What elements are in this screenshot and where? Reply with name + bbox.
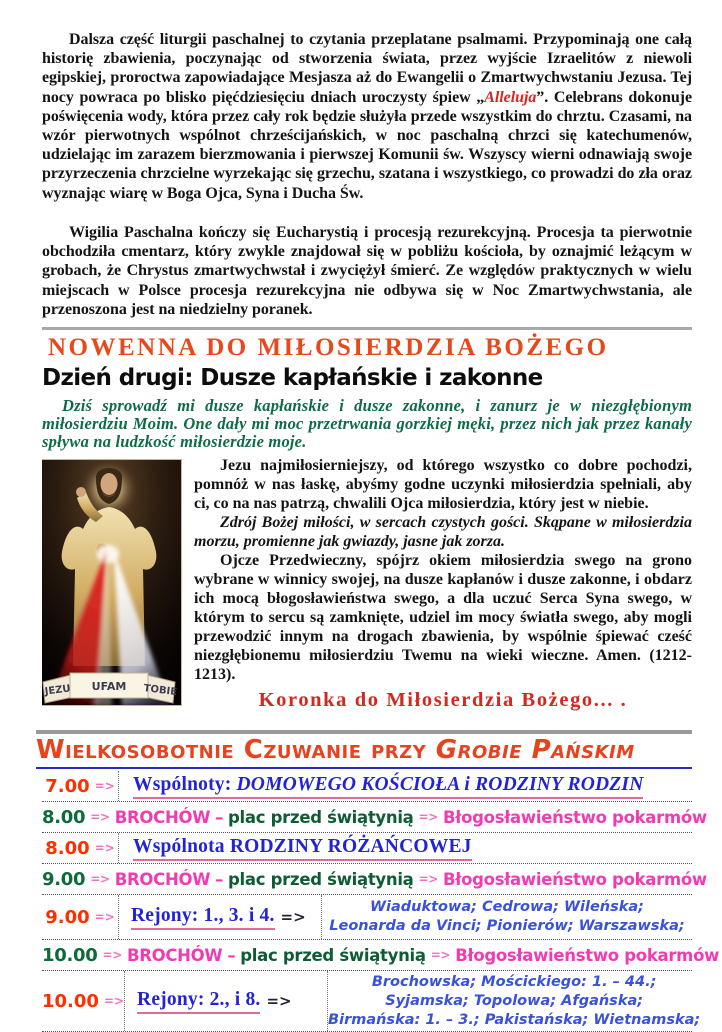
caption-word-tobie: TOBIE xyxy=(143,683,178,699)
mercy-prayer-3: Ojcze Przedwieczny, spójrz okiem miłosierdzia swego na grono wybrane w winnicy swojej, na dusze kapłanów i dusze zakonne, i obdarz ich mocą błogosławieństwa swego, a dla uczuć Serca Syna swego, w którym to sercu są zamknięte, udziel im mocy światła swego, aby mogli przewodzić innym na drogach zbawienia, by wspólnie śpiewać cześć niezgłębionemu miłosierdziu Twemu na wieki wieczne. Amen. (1212-1213). xyxy=(194,552,692,684)
arrow-icon: => xyxy=(90,810,110,825)
time-cell xyxy=(42,895,118,939)
district-link[interactable]: Rejony: 2., i 8. xyxy=(137,989,260,1014)
vigil-banner-main: Wielkosobotnie Czuwanie przy xyxy=(36,735,436,766)
time-cell xyxy=(42,971,124,1031)
face xyxy=(101,473,118,495)
place-label: plac przed świątynią xyxy=(240,945,426,965)
section-divider-2 xyxy=(36,730,692,734)
vigil-banner-title xyxy=(36,737,692,769)
time-label: 9.00 xyxy=(42,868,86,890)
mercy-prayer-2: Zdrój Bożej miłości, w sercach czystych gości. Skąpane w miłosierdzia morzu, promienne jak gwiazdy, jasne jak zorza. xyxy=(194,514,692,551)
arrow-icon: => xyxy=(430,948,451,963)
street-line: Leonarda da Vinci; Pionierów; Warszawska; xyxy=(329,918,685,935)
dash: – xyxy=(227,945,236,965)
scroll-banner xyxy=(43,673,178,703)
rosary-link-name: RODZINY RÓŻAŃCOWEJ xyxy=(229,835,472,857)
entry-cell xyxy=(118,833,692,863)
time-label: 9.00 xyxy=(45,906,90,928)
table-row xyxy=(42,832,692,863)
arrow-icon: => xyxy=(418,810,439,825)
time-label: 7.00 xyxy=(45,775,90,797)
place-label: plac przed świątynią xyxy=(228,807,414,827)
table-row xyxy=(42,801,707,832)
time-label: 8.00 xyxy=(45,837,90,859)
rosary-community-link[interactable] xyxy=(133,836,472,861)
arrow-icon: => xyxy=(94,779,115,794)
blessing-row xyxy=(42,869,707,890)
novena-title: NOWENNA DO MIŁOSIERDZIA BOŻEGO xyxy=(48,334,609,361)
entry-cell xyxy=(118,771,692,801)
street-line: Brochowska; Mościckiego: 1. – 44.; xyxy=(371,973,657,990)
intro-paragraph-1 xyxy=(42,30,692,223)
table-row xyxy=(42,894,692,939)
blessing-row xyxy=(42,945,719,966)
intro-paragraph-1-text: Dalsza część liturgii paschalnej to czytania przeplatane psalmami. Przypominają one całą historię zbawienia, poczynając od stworzenia świata, przez wyjście Izraelitów z niewoli egipskiej, proroctwa zapowiadające Mesjasza aż do Ewangelii o Zmartwychwstaniu Jezusa. Tej nocy powraca po blisko pięćdziesięciu dniach uroczysty śpiew „ xyxy=(42,31,692,106)
dash: – xyxy=(215,869,224,889)
vigil-banner-italic: Grobie Pańskim xyxy=(435,735,635,766)
location-label: BROCHÓW xyxy=(114,869,211,889)
communities-link[interactable] xyxy=(133,774,643,799)
diary-quote: Dziś sprowadź mi dusze kapłańskie i dusze zakonne, i zanurz je w niezgłębionym miłosierdziu Moim. One dały mi moc przetrwania gorzkiej męki, przez nich jak przez kanały spływa na ludzkość miłosierdzie moje. xyxy=(42,397,692,452)
arrow-icon: => xyxy=(418,872,439,887)
time-label: 10.00 xyxy=(42,990,99,1012)
table-row xyxy=(42,939,720,970)
arrow-icon: => xyxy=(94,910,115,925)
time-label: 10.00 xyxy=(42,944,98,966)
vigil-schedule-table xyxy=(42,771,720,1032)
intro-paragraph-2: Wigilia Paschalna kończy się Eucharystią i procesją rezurekcyjną. Procesja ta pierwotnie obchodziła cmentarz, który zwykle znajdował się w pobliżu kościoła, by oznajmić leżącym w grobach, że Chrystus zmartwychwstał i zwyciężył śmierć. Ze względów praktycznych w wielu miejscach w Polsce procesja rezurekcyjna nie odbywa się w Noc Zmartwychwstania, ale przenoszona jest na niedzielny poranek. xyxy=(42,224,692,318)
event-label: Błogosławieństwo pokarmów xyxy=(443,807,707,827)
rosary-link-prefix: Wspólnota xyxy=(133,835,230,857)
time-label: 8.00 xyxy=(42,806,86,828)
table-row xyxy=(42,771,692,801)
arrow-icon: => xyxy=(103,994,125,1009)
arrow-icon: => xyxy=(90,872,110,887)
divine-mercy-image xyxy=(42,459,182,706)
caption-word-jezu: JEZU xyxy=(44,683,72,698)
street-line: Wiaduktowa; Cedrowa; Wileńska; xyxy=(370,899,644,916)
day-heading: Dzień drugi: Dusze kapłańskie i zakonne xyxy=(42,365,543,391)
koronka-heading: Koronka do Miłosierdzia Bożego... . xyxy=(258,689,628,712)
arrow-icon: => xyxy=(102,948,122,963)
place-label: plac przed świątynią xyxy=(228,869,414,889)
street-line: Syjamska; Topolowa; Afgańska; xyxy=(385,992,644,1009)
time-cell xyxy=(42,833,118,863)
time-cell xyxy=(42,771,118,801)
street-line: Birmańska: 1. – 3.; Pakistańska; Wietnamska; xyxy=(328,1011,701,1028)
communities-link-prefix: Wspólnoty: xyxy=(133,773,237,795)
intro-paragraph-1-rest: ”. Celebrans dokonuje poświęcenia wody, która przez cały rok będzie służyła przede wszystkim do chrztu. Czasami, na wzór pierwotnych wspólnot chrześcijańskich, w noc paschalną chrzci się katechumenów, udzielając im zarazem bierzmowania i pierwszej Komunii św. Wszyscy wierni odnawiają swoje przyrzeczenia chrzcielne wyrzekając się grzechu, szatana i wszystkiego, co prowadzi do zła oraz wyznając wiarę w Boga Ojca, Syna i Ducha Św. xyxy=(42,88,692,202)
arrow-icon: => xyxy=(94,841,115,856)
mercy-prayer-1: Jezu najmiłosierniejszy, od którego wszystko co dobre pochodzi, pomnóż w nas łaskę, abyśmy godne uczynki miłosierdzia spełniali, aby ci, co na nas patrzą, chwalili Ojca miłosierdzia, który jest w niebie. xyxy=(194,457,692,513)
section-divider xyxy=(42,327,692,330)
divine-mercy-section xyxy=(42,456,692,724)
streets-cell xyxy=(327,971,700,1031)
raised-hand xyxy=(76,487,86,497)
alleluja-word: Alleluja xyxy=(484,88,537,106)
arrow-icon: => xyxy=(280,908,306,927)
blessing-row xyxy=(42,807,707,828)
event-label: Błogosławieństwo pokarmów xyxy=(443,869,707,889)
district-link[interactable]: Rejony: 1., 3. i 4. xyxy=(131,905,275,930)
location-label: BROCHÓW xyxy=(114,807,211,827)
table-row xyxy=(42,863,707,894)
location-label: BROCHÓW xyxy=(126,945,223,965)
communities-link-names: DOMOWEGO KOŚCIOŁA i RODZINY RODZIN xyxy=(236,773,644,795)
district-cell xyxy=(118,895,321,939)
streets-cell xyxy=(321,895,692,939)
caption-word-ufam: UFAM xyxy=(91,680,127,694)
arrow-icon: => xyxy=(266,992,292,1011)
district-cell xyxy=(124,971,327,1031)
dash: – xyxy=(215,807,224,827)
event-label: Błogosławieństwo pokarmów xyxy=(455,945,720,965)
